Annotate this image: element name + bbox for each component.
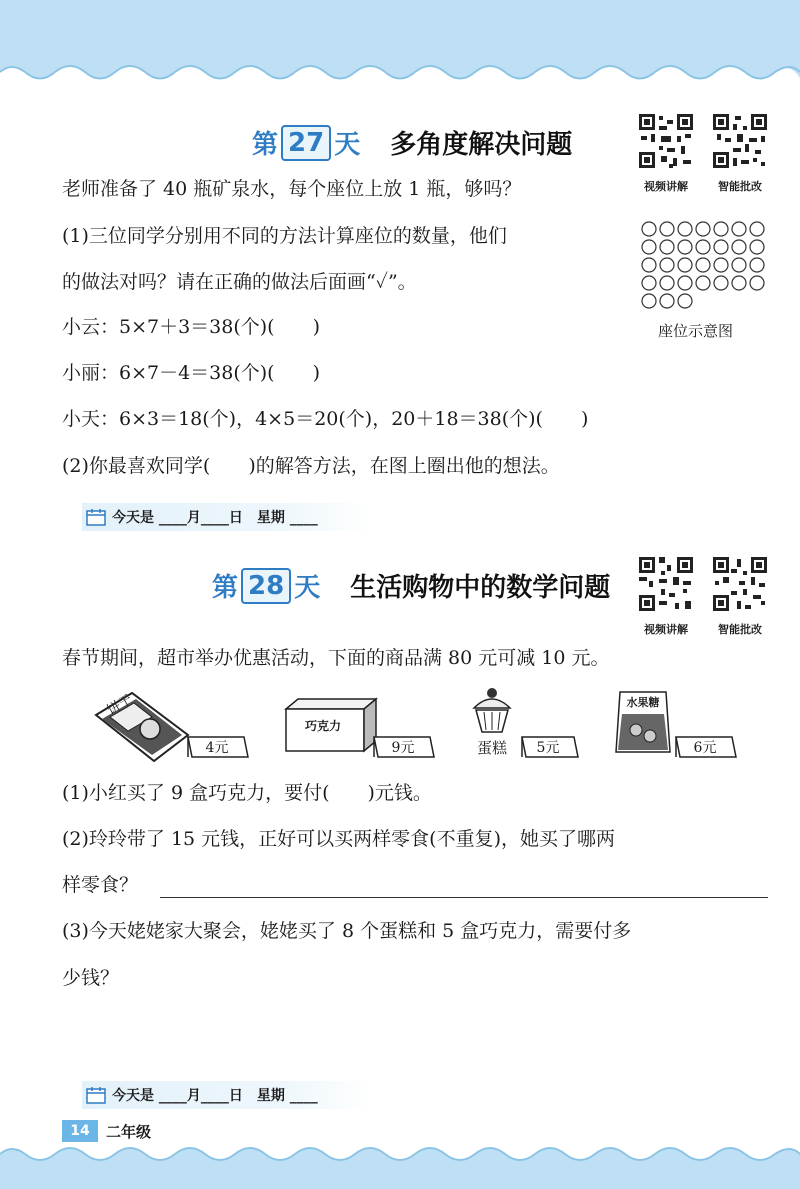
day27-q1-line2: 的做法对吗？请在正确的做法后面画“✓”。 bbox=[62, 271, 417, 293]
day28-q3-line2: 少钱？ bbox=[62, 967, 120, 989]
fruit-candy-price: 6元 bbox=[693, 740, 717, 756]
day28-prefix: 第 bbox=[212, 573, 239, 603]
page-number: 14 bbox=[62, 1120, 98, 1142]
day27-prefix: 第 bbox=[252, 130, 279, 160]
day28-video-qr[interactable] bbox=[636, 555, 696, 637]
day28-q3-line1: (3)今天姥姥家大聚会，姥姥买了 8 个蛋糕和 5 盒巧克力，需要付多 bbox=[62, 920, 632, 942]
day28-qr-codes bbox=[636, 555, 770, 637]
day28-q2-line2: 样零食？ bbox=[62, 874, 139, 896]
day27-video-qr[interactable] bbox=[636, 112, 696, 194]
seat-diagram[interactable] bbox=[640, 220, 770, 312]
qr-code-icon bbox=[637, 555, 695, 613]
day28-q2-line1: (2)玲玲带了 15 元钱，正好可以买两样零食(不重复)，她买了哪两 bbox=[62, 828, 615, 850]
chocolate-price: 9元 bbox=[391, 740, 415, 756]
grade-label: 二年级 bbox=[106, 1123, 152, 1141]
day27-xiaotian-method[interactable]: 小天：6×3＝18(个)，4×5＝20(个)，20＋18＝38(个)( ) bbox=[62, 408, 589, 430]
day28-number: 28 bbox=[241, 568, 291, 604]
day27-q2[interactable]: (2)你最喜欢同学( )的解答方法，在图上圈出他的想法。 bbox=[62, 455, 560, 477]
chocolate-label: 巧克力 bbox=[304, 719, 341, 733]
day28-intro: 春节期间，超市举办优惠活动，下面的商品满 80 元可减 10 元。 bbox=[62, 647, 610, 669]
day28-suffix: 天 bbox=[294, 573, 321, 603]
day27-date-bar[interactable] bbox=[82, 503, 372, 531]
cookie-bag-icon bbox=[92, 685, 192, 765]
day27-date-text: 今天是 ____月____日 星期 ____ bbox=[112, 510, 318, 526]
seat-grid bbox=[640, 220, 770, 312]
fruit-candy-label: 水果糖 bbox=[626, 696, 660, 709]
cake-label: 蛋糕 bbox=[476, 739, 507, 757]
day27-title bbox=[252, 124, 572, 161]
day27-grading-qr[interactable] bbox=[710, 112, 770, 194]
day28-date-text: 今天是 ____月____日 星期 ____ bbox=[112, 1088, 318, 1104]
day28-grading-label: 智能批改 bbox=[718, 623, 762, 636]
day28-date-bar[interactable] bbox=[82, 1081, 372, 1109]
day27-question-intro: 老师准备了 40 瓶矿泉水，每个座位上放 1 瓶，够吗？ bbox=[62, 178, 522, 200]
day27-q1-line1: (1)三位同学分别用不同的方法计算座位的数量，他们 bbox=[62, 225, 507, 247]
day28-q1[interactable]: (1)小红买了 9 盒巧克力，要付( )元钱。 bbox=[62, 782, 432, 804]
qr-code-icon bbox=[711, 555, 769, 613]
day28-video-label: 视频讲解 bbox=[644, 623, 688, 636]
day27-qr-codes bbox=[636, 112, 770, 194]
qr-code-icon bbox=[711, 112, 769, 170]
day28-topic: 生活购物中的数学问题 bbox=[350, 573, 611, 603]
top-wave-decoration bbox=[0, 0, 800, 95]
cake-price: 5元 bbox=[536, 740, 560, 756]
day27-topic: 多角度解决问题 bbox=[390, 130, 573, 160]
day27-grading-label: 智能批改 bbox=[718, 180, 762, 193]
day27-xiaoyun-method[interactable]: 小云：5×7＋3＝38(个)( ) bbox=[62, 316, 321, 338]
day27-xiaoli-method[interactable]: 小丽：6×7－4＝38(个)( ) bbox=[62, 362, 321, 384]
day28-q2-answer-line[interactable] bbox=[160, 897, 768, 898]
day27-number: 27 bbox=[281, 125, 331, 161]
seat-diagram-caption: 座位示意图 bbox=[658, 322, 734, 340]
day28-grading-qr[interactable] bbox=[710, 555, 770, 637]
day27-video-label: 视频讲解 bbox=[644, 180, 688, 193]
cookie-label: 饼干 bbox=[104, 692, 136, 719]
calendar-icon bbox=[86, 508, 106, 526]
cake-icon bbox=[470, 686, 514, 736]
day27-suffix: 天 bbox=[334, 130, 361, 160]
qr-code-icon bbox=[637, 112, 695, 170]
cookie-price: 4元 bbox=[205, 740, 229, 756]
day28-title bbox=[212, 567, 610, 604]
bottom-wave-decoration bbox=[0, 1138, 800, 1189]
calendar-icon bbox=[86, 1086, 106, 1104]
